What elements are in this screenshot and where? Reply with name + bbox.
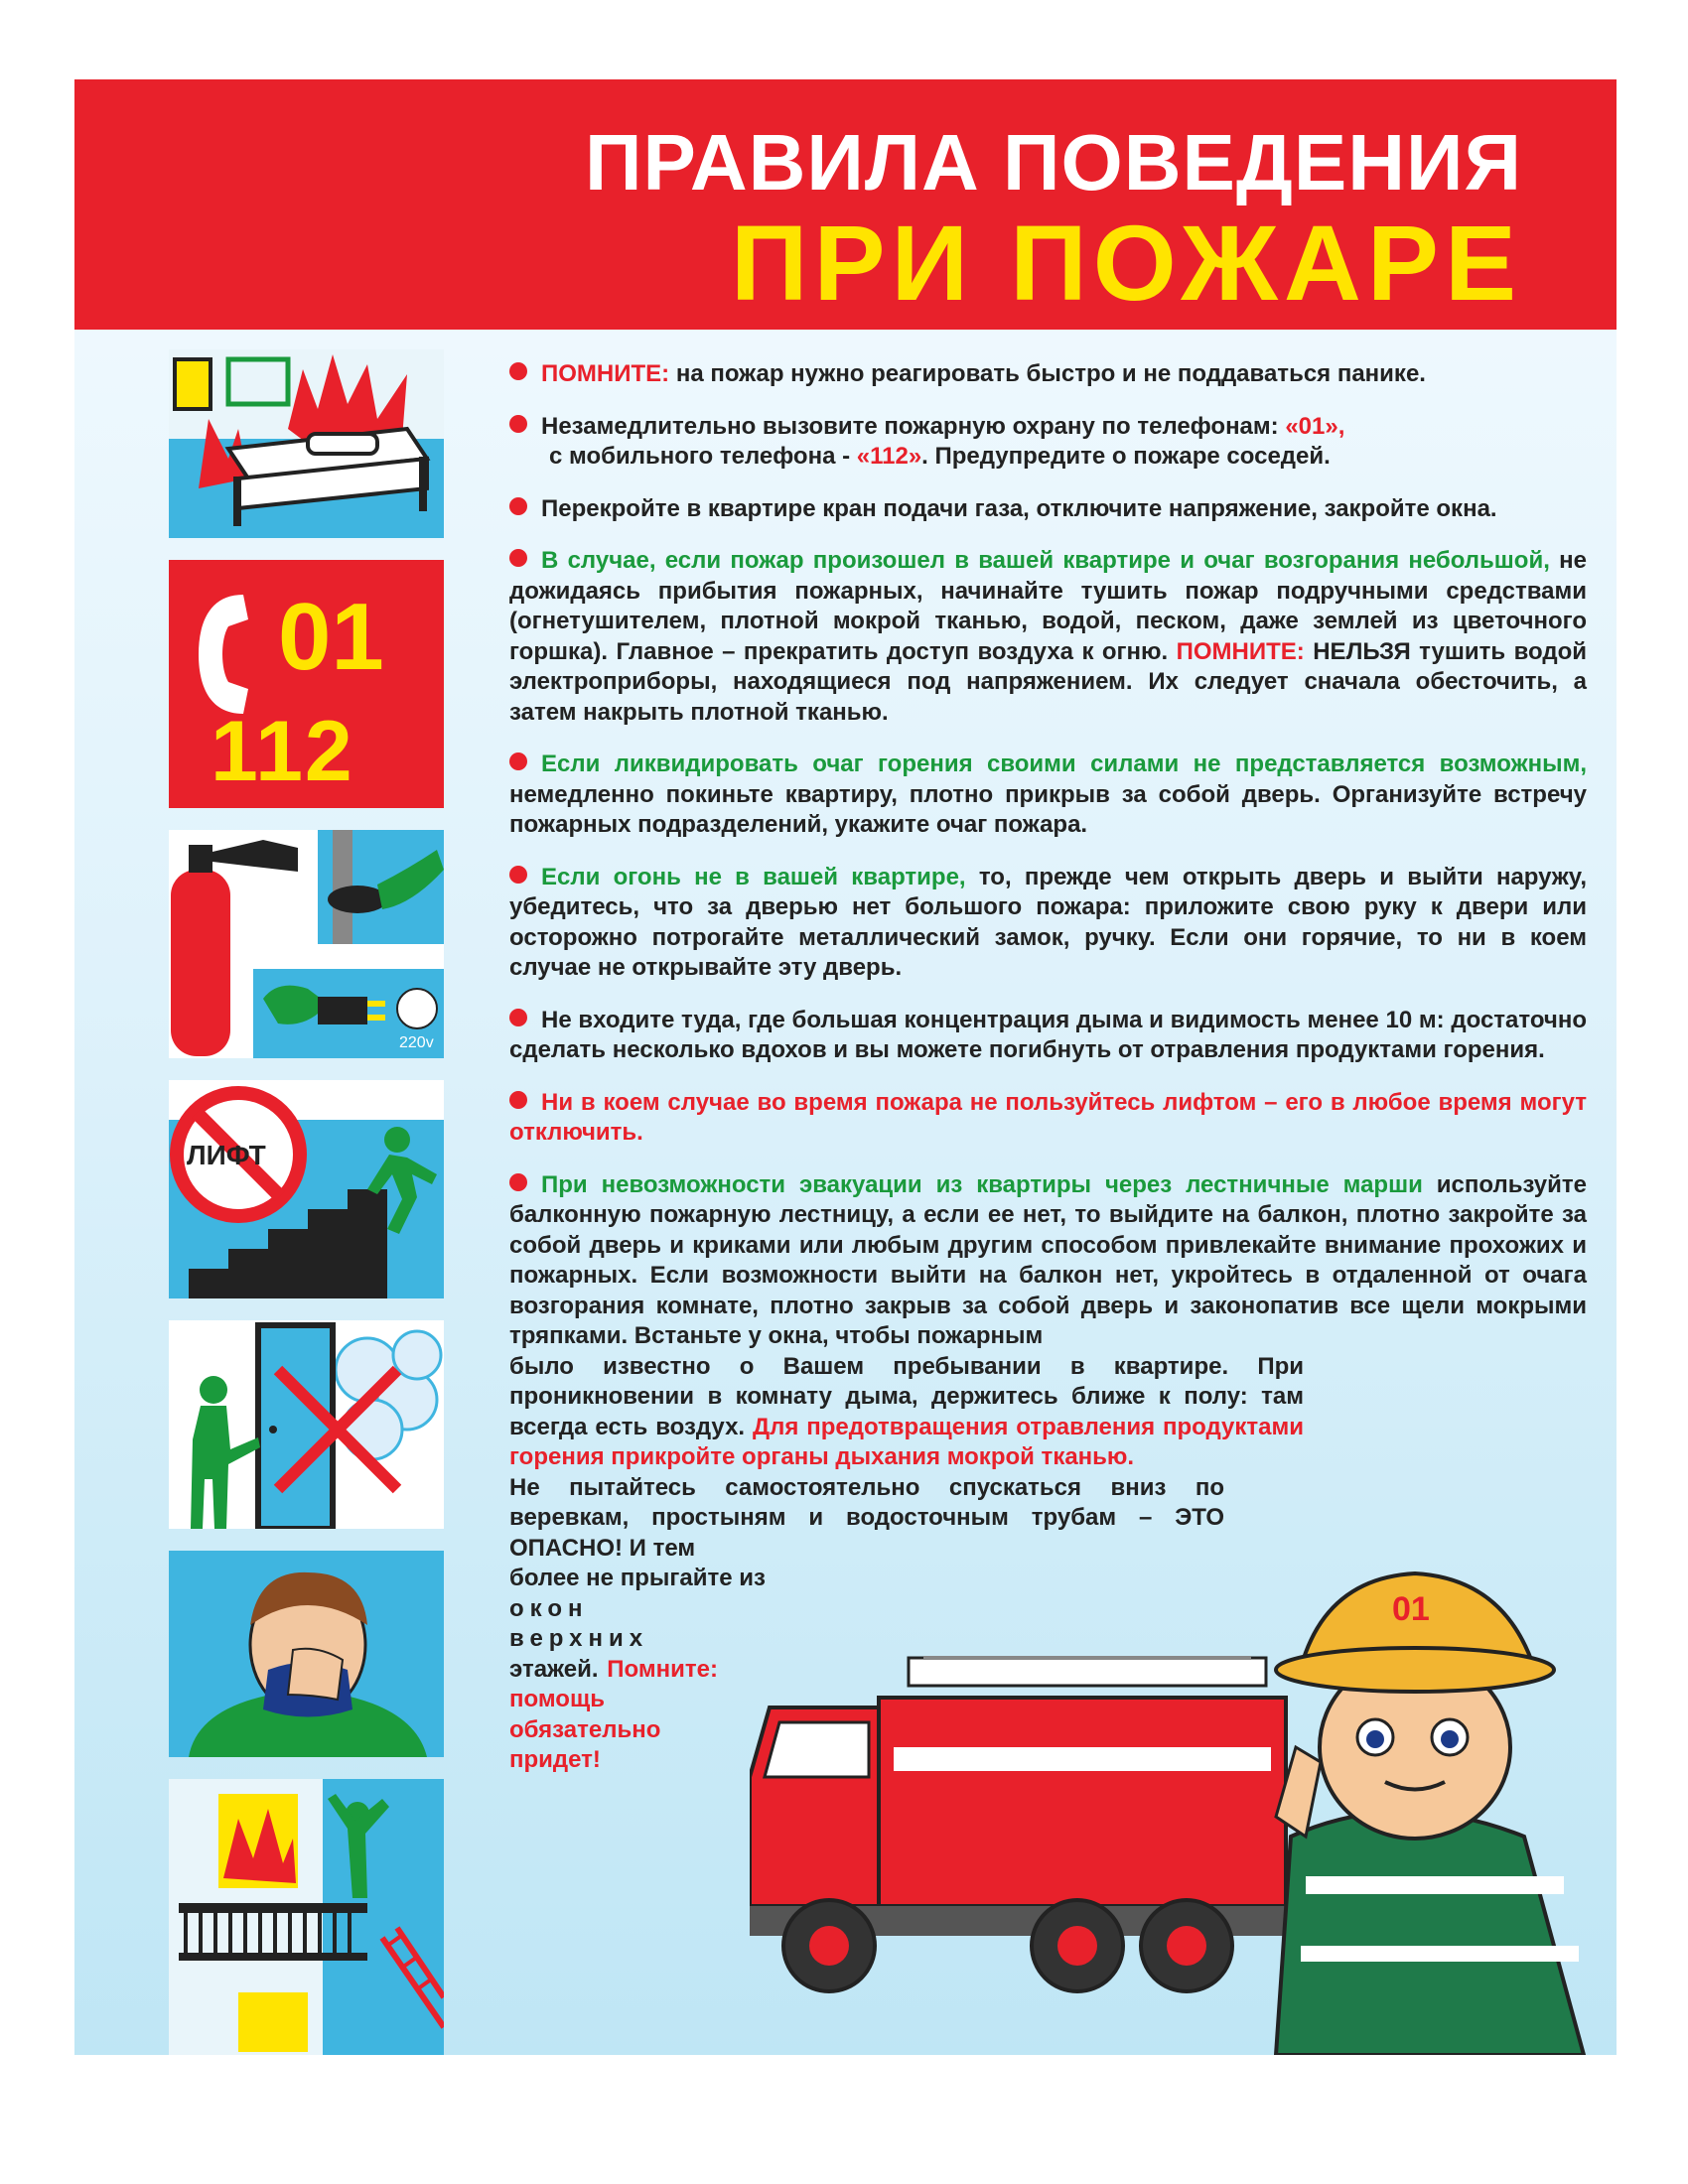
bullet-icon [509,1009,527,1026]
helmet-badge: 01 [1392,1590,1430,1628]
rule-2-text-2: с мобильного телефона - [549,443,857,470]
phone-icon [189,585,268,724]
rule-9-warning: Для предотвращения отравления продуктами горения прикройте органы дыхания мокрой тканью. [509,1413,1304,1470]
rule-2-number-1: «01», [1285,412,1345,440]
rule-6 [509,863,1587,984]
bullet-icon [509,752,527,770]
rule-9-text-b: было известно о Вашем пребывании в квартире. При проникновении в комнату дыма, держитесь ближе к полу: там всегда есть воздух. [509,1352,1304,1440]
phone-number-112: 112 [211,704,354,799]
rule-9 [509,1170,1587,1776]
rule-4-lead: В случае, если пожар произошел в вашей квартире и очаг возгорания небольшой, [541,547,1550,574]
lower-window-icon [238,1992,308,2052]
door-icon [258,1325,333,1529]
rule-1 [509,359,1587,390]
phone-numbers-panel [169,560,444,808]
rules-text [509,359,1587,1776]
bullet-icon [509,497,527,515]
bullet-icon [509,866,527,884]
rule-4-text: не дожидаясь прибытия пожарных, начинайте тушить пожар подручными средствами (огнетушителем, плотной мокрой тканью, водой, песком, даже землей из цветочного горшка). Главное – прекратить доступ воздуха к огню. [509,547,1587,665]
rule-7 [509,1006,1587,1066]
rule-5 [509,750,1587,841]
rule-5-lead: Если ликвидировать очаг горения своими силами не представляется возможным, [541,751,1587,777]
rule-3 [509,494,1587,525]
rule-1-text: на пожар нужно реагировать быстро и не поддаваться панике. [669,360,1426,387]
rule-4-warning: ПОМНИТЕ: [1176,637,1305,665]
bullet-icon [509,1091,527,1109]
rule-2-number-2: «112» [856,443,922,470]
rule-9-text-e: окон верхних [509,1594,649,1652]
rule-6-text: то, прежде чем открыть дверь и выйти наружу, убедитесь, что за дверью нет большого пожара: приложите свою руку к двери или осторожно потрогайте металлический замок, ручку. Если они горячие, то ни в коем случае не открывайте эту дверь. [509,863,1588,981]
lift-sign-text: ЛИФТ [187,1140,266,1170]
rule-7-text: Не входите туда, где большая концентрация дыма и видимость менее 10 м: достаточно сделать несколько вдохов и вы можете погибнуть от отравления продуктами горения. [509,1006,1587,1063]
bullet-icon [509,415,527,433]
voltage-label: 220v [399,1034,434,1051]
bullet-icon [509,362,527,380]
rule-9-text-d: более не прыгайте из [509,1565,766,1591]
header-banner [74,79,1617,330]
rule-6-lead: Если огонь не в вашей квартире, [541,863,966,890]
rule-2-text-1: Незамедлительно вызовите пожарную охрану по телефонам: [541,412,1286,440]
burning-bed-icon [169,349,444,538]
rule-8-text: Ни в коем случае во время пожара не пользуйтесь лифтом – его в любое время могут отключить. [509,1088,1587,1146]
rule-9-warning-2: Помните: помощь обязательно придет! [509,1655,718,1773]
rule-4-text-2: НЕЛЬЗЯ тушить водой электроприборы, находящиеся под напряжением. Их следует сначала обесточить, а затем накрыть плотной тканью. [509,637,1587,726]
rule-9-text-c: Не пытайтесь самостоятельно спускаться вниз по веревкам, простыням и водосточным трубам – ЭТО ОПАСНО! И тем [509,1473,1224,1562]
balcony-panel [169,1779,444,2055]
rule-9-text-f: этажей. [509,1655,608,1683]
rule-9-text: используйте балконную пожарную лестницу, а если ее нет, то выйдите на балкон, плотно закройте за собой дверь и криками или любым другим способом привлекайте внимание прохожих и пожарных. Если возможности выйти на балкон нет, укройтесь в отдаленной от очага возгорания комнате, плотно закрыв за собой дверь и законопатив все щели мокрыми тряпками. Встаньте у окна, чтобы пожарным [509,1170,1587,1349]
rule-5-text: немедленно покиньте квартиру, плотно прикрыв за собой дверь. Организуйте встречу пожарных подразделений, укажите очаг пожара. [509,780,1587,838]
bullet-icon [509,549,527,567]
smoke-door-panel [169,1320,444,1529]
rule-4 [509,546,1587,728]
rule-1-lead: ПОМНИТЕ: [541,360,670,387]
phone-number-01: 01 [278,584,384,690]
rule-2 [509,412,1587,473]
no-lift-panel [169,1080,444,1298]
title-line-1: ПРАВИЛА ПОВЕДЕНИЯ [585,118,1522,206]
rule-3-text: Перекройте в квартире кран подачи газа, отключите напряжение, закройте окна. [541,494,1497,522]
rule-2-text-3: . Предупредите о пожаре соседей. [921,443,1331,470]
bullet-icon [509,1173,527,1191]
poster [74,79,1617,2055]
person-face-icon [250,1572,367,1717]
extinguisher-panel [169,830,444,1058]
rule-8 [509,1088,1587,1149]
cover-face-panel [169,1551,444,1757]
rule-9-lead: При невозможности эвакуации из квартиры через лестничные марши [541,1170,1423,1198]
window-fire-icon [218,1794,298,1888]
title-line-2: ПРИ ПОЖАРЕ [730,203,1522,323]
